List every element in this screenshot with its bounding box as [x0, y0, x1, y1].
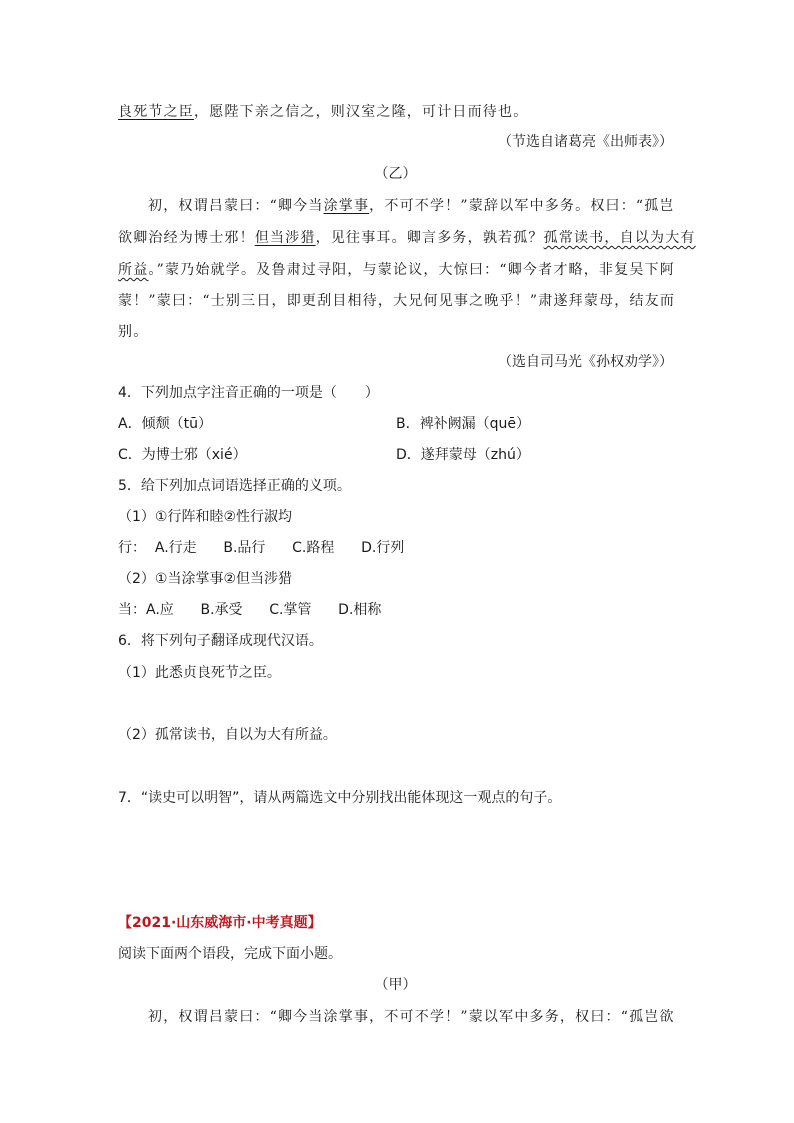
option-b: B．裨补阙漏（quē） [396, 416, 530, 432]
question-7-stem: 7．“读史可以明智”，请从两篇选文中分别找出能体现这一观点的句子。 [118, 790, 562, 806]
wavy-underlined-sentence: 孤常读书，自以为大有 [543, 230, 696, 246]
question-6-stem: 6．将下列句子翻译成现代汉语。 [118, 633, 323, 649]
passage-b-line-5: 别。 [118, 324, 149, 340]
underlined-phrase: 但当涉猎 [254, 230, 316, 246]
passage-b-line-2: 欲卿治经为博士邪！但当涉猎，见往事耳。卿言多务，孰若孤？孤常读书，自以为大有 [118, 230, 696, 246]
passage-b-line-4: 蒙！”蒙曰：“士别三日，即更刮目相待，大兄何见事之晚乎！”肃遂拜蒙母，结友而 [118, 293, 676, 309]
question-4-options-row-2 [118, 445, 678, 465]
question-5-sub-1: （1）①行阵和睦②性行淑均 [118, 509, 293, 525]
question-6-sub-2: （2）孤常读书，自以为大有所益。 [118, 727, 337, 743]
passage-b-source: （选自司马光《孙权劝学》） [498, 354, 673, 370]
exam-source-tag: 【2021·山东威海市·中考真题】 [118, 915, 322, 931]
option-d: D．遂拜蒙母（zhú） [396, 447, 530, 463]
option-a: A．倾颓（tū） [118, 416, 212, 432]
option-c: C．为博士邪（xié） [118, 447, 247, 463]
passage-jia-label: （甲） [374, 977, 417, 993]
question-5-sub-1-options: 行： A.行走 B.品行 C.路程 D.行列 [118, 540, 405, 556]
question-4-options-row-1 [118, 414, 678, 434]
passage-jia-line-1: 初，权谓吕蒙曰：“卿今当涂掌事，不可不学！”蒙以军中多务，权曰：“孤岂欲 [148, 1009, 675, 1025]
passage-b-label: （乙） [374, 166, 417, 182]
passage-a-source: （节选自诸葛亮《出师表》） [498, 134, 673, 150]
underlined-phrase: 涂掌事 [323, 198, 370, 214]
passage-b-line-3: 所益。”蒙乃始就学。及鲁肃过寻阳，与蒙论议，大惊曰：“卿今者才略，非复吴下阿 [118, 262, 675, 278]
question-6-sub-1: （1）此悉贞良死节之臣。 [118, 665, 281, 681]
passage-b-line-1: 初，权谓吕蒙曰：“卿今当涂掌事，不可不学！”蒙辞以军中多务。权曰：“孤岂 [148, 198, 675, 214]
question-4-stem: 4．下列加点字注音正确的一项是（ ） [118, 385, 379, 401]
section-2-instruction: 阅读下面两个语段，完成下面小题。 [118, 946, 342, 962]
question-5-sub-2: （2）①当涂掌事②但当涉猎 [118, 571, 293, 587]
wavy-underlined-sentence: 所益 [118, 262, 149, 278]
question-5-sub-2-options: 当：A.应 B.承受 C.掌管 D.相称 [118, 602, 382, 618]
question-5-stem: 5．给下列加点词语选择正确的义项。 [118, 478, 351, 494]
passage-a-line-1: 良死节之臣，愿陛下亲之信之，则汉室之隆，可计日而待也。 [118, 104, 529, 120]
underlined-phrase: 良死节之臣 [118, 104, 194, 120]
